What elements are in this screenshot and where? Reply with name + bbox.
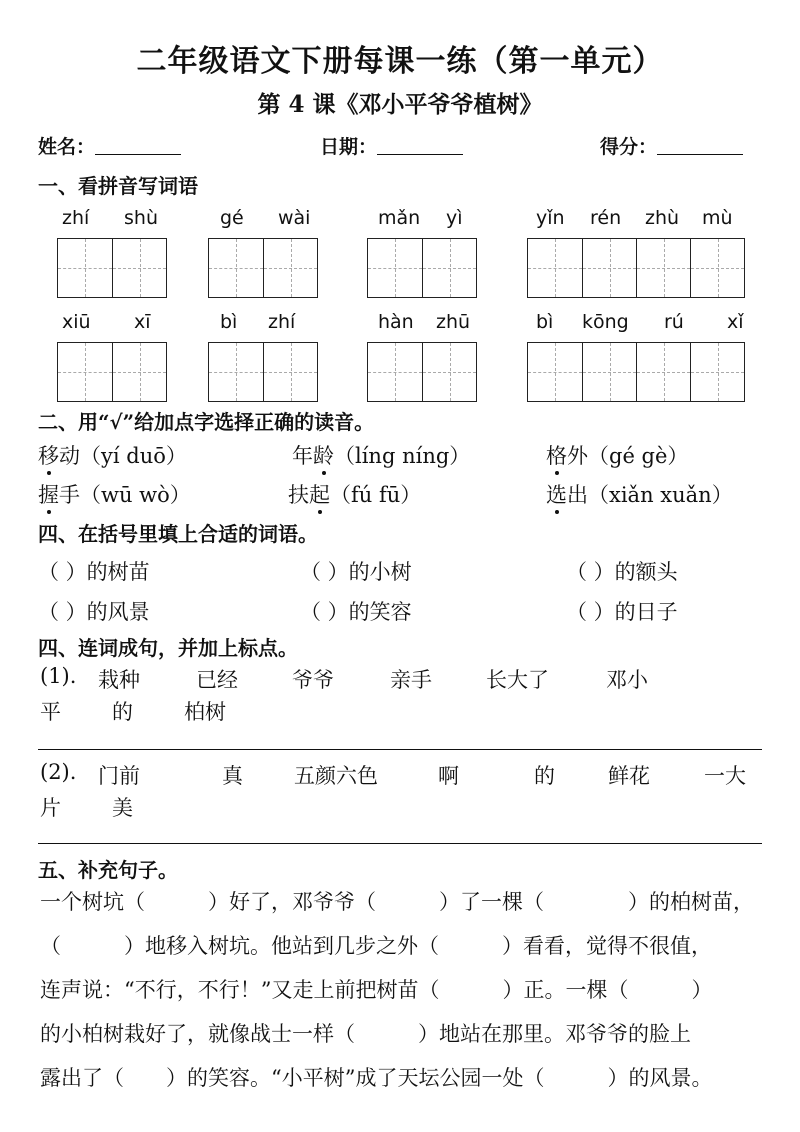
writing-grid[interactable] <box>208 342 318 402</box>
grid-cell[interactable] <box>582 343 636 401</box>
reading-choice[interactable]: 扶起（fú fū） <box>288 483 422 507</box>
word-tile: 的 <box>534 764 555 788</box>
grid-cell[interactable] <box>636 343 690 401</box>
dotted-char: 移 <box>38 444 59 468</box>
writing-grid[interactable] <box>57 238 167 298</box>
pinyin: kōng <box>582 311 629 333</box>
score-blank[interactable] <box>657 136 743 155</box>
date-blank[interactable] <box>377 136 463 155</box>
grid-cell[interactable] <box>528 239 582 297</box>
pinyin: zhū <box>436 311 471 333</box>
lesson-subtitle: 第 4 课《邓小平爷爷植树》 <box>257 91 543 118</box>
date-label: 日期： <box>320 136 378 158</box>
grid-cell[interactable] <box>422 343 476 401</box>
pinyin: rú <box>664 311 684 333</box>
question-number: (2). <box>40 760 77 784</box>
pinyin: bì <box>536 311 554 333</box>
word-tile: 已经 <box>196 668 238 692</box>
grid-cell[interactable] <box>112 343 166 401</box>
pinyin: hàn <box>378 311 414 333</box>
writing-grid[interactable] <box>527 342 745 402</box>
writing-grid[interactable] <box>57 342 167 402</box>
fill-word-item[interactable]: （ ）的笑容 <box>300 600 412 624</box>
section2-heading: 二、用“√”给加点字选择正确的读音。 <box>38 410 375 434</box>
dotted-char: 格 <box>546 444 567 468</box>
word-tile: 片 <box>40 796 61 820</box>
grid-cell[interactable] <box>58 343 112 401</box>
reading-choice[interactable]: 选出（xiǎn xuǎn） <box>546 483 733 507</box>
sentence-line[interactable]: 连声说：“不行，不行！”又走上前把树苗（ ）正。一棵（ ） <box>40 978 713 1002</box>
grid-cell[interactable] <box>582 239 636 297</box>
pinyin: rén <box>590 207 622 229</box>
score-label: 得分： <box>600 136 658 158</box>
reading-choice[interactable]: 握手（wū wò） <box>38 483 191 507</box>
word-tile: 美 <box>112 796 133 820</box>
pinyin: yì <box>446 207 463 229</box>
pinyin: xǐ <box>727 311 744 333</box>
answer-line[interactable] <box>38 749 762 750</box>
grid-cell[interactable] <box>690 343 744 401</box>
word-tile: 鲜花 <box>608 764 650 788</box>
fill-word-item[interactable]: （ ）的树苗 <box>38 560 150 584</box>
date-field[interactable] <box>320 132 463 159</box>
word-tile: 啊 <box>438 764 459 788</box>
word-tile: 真 <box>222 764 243 788</box>
word-tile: 五颜六色 <box>294 764 378 788</box>
pinyin: mǎn <box>378 207 421 229</box>
word-tile: 爷爷 <box>292 668 334 692</box>
grid-cell[interactable] <box>209 343 263 401</box>
reading-choice[interactable]: 年龄（líng níng） <box>292 444 471 468</box>
pinyin: gé <box>220 207 244 229</box>
writing-grid[interactable] <box>367 238 477 298</box>
word-tile: 长大了 <box>486 668 549 692</box>
grid-cell[interactable] <box>209 239 263 297</box>
dotted-char: 龄 <box>313 444 334 468</box>
pinyin: wài <box>278 207 311 229</box>
word-tile: 亲手 <box>390 668 432 692</box>
reading-choice[interactable]: 移动（yí duō） <box>38 444 187 468</box>
dotted-char: 起 <box>309 483 330 507</box>
pinyin: zhù <box>645 207 680 229</box>
word-tile: 一大 <box>704 764 746 788</box>
grid-cell[interactable] <box>528 343 582 401</box>
grid-cell[interactable] <box>422 239 476 297</box>
pinyin: xī <box>134 311 151 333</box>
grid-cell[interactable] <box>636 239 690 297</box>
word-tile: 柏树 <box>184 700 226 724</box>
sentence-line[interactable]: （ ）地移入树坑。他站到几步之外（ ）看看，觉得不很值， <box>40 934 712 958</box>
grid-cell[interactable] <box>263 239 317 297</box>
word-tile: 门前 <box>98 764 140 788</box>
dotted-char: 握 <box>38 483 59 507</box>
pinyin: shù <box>124 207 158 229</box>
fill-word-item[interactable]: （ ）的日子 <box>566 600 678 624</box>
writing-grid[interactable] <box>208 238 318 298</box>
name-blank[interactable] <box>95 136 181 155</box>
section1-heading: 一、看拼音写词语 <box>38 174 198 198</box>
writing-grid[interactable] <box>367 342 477 402</box>
sentence-line[interactable]: 一个树坑（ ）好了，邓爷爷（ ）了一棵（ ）的柏树苗， <box>40 890 754 914</box>
grid-cell[interactable] <box>368 343 422 401</box>
pinyin: zhí <box>62 207 90 229</box>
section5-heading: 五、补充句子。 <box>38 858 178 882</box>
reading-choice[interactable]: 格外（gé gè） <box>546 444 689 468</box>
dotted-char: 选 <box>546 483 567 507</box>
fill-word-item[interactable]: （ ）的额头 <box>566 560 678 584</box>
grid-cell[interactable] <box>690 239 744 297</box>
word-tile: 平 <box>40 700 61 724</box>
worksheet-title: 二年级语文下册每课一练（第一单元） <box>136 44 664 79</box>
pinyin: xiū <box>62 311 91 333</box>
grid-cell[interactable] <box>368 239 422 297</box>
grid-cell[interactable] <box>263 343 317 401</box>
word-tile: 邓小 <box>606 668 648 692</box>
answer-line[interactable] <box>38 843 762 844</box>
pinyin: mù <box>702 207 733 229</box>
writing-grid[interactable] <box>527 238 745 298</box>
section3-heading: 四、在括号里填上合适的词语。 <box>38 522 318 546</box>
grid-cell[interactable] <box>58 239 112 297</box>
fill-sentence-paragraph[interactable] <box>40 880 764 1100</box>
word-tile: 的 <box>112 700 133 724</box>
score-field[interactable] <box>600 132 743 159</box>
fill-word-item[interactable]: （ ）的小树 <box>300 560 412 584</box>
fill-word-item[interactable]: （ ）的风景 <box>38 600 150 624</box>
sentence-line[interactable]: 的小柏树栽好了，就像战士一样（ ）地站在那里。邓爷爷的脸上 <box>40 1022 691 1046</box>
pinyin: yǐn <box>536 207 565 229</box>
name-field[interactable] <box>38 132 181 159</box>
grid-cell[interactable] <box>112 239 166 297</box>
word-tile: 栽种 <box>98 668 140 692</box>
sentence-line[interactable]: 露出了（ ）的笑容。“小平树”成了天坛公园一处（ ）的风景。 <box>40 1066 713 1090</box>
question-number: (1). <box>40 664 77 688</box>
name-label: 姓名： <box>38 136 96 158</box>
section4-heading: 四、连词成句，并加上标点。 <box>38 636 298 660</box>
pinyin: bì <box>220 311 238 333</box>
pinyin: zhí <box>268 311 296 333</box>
